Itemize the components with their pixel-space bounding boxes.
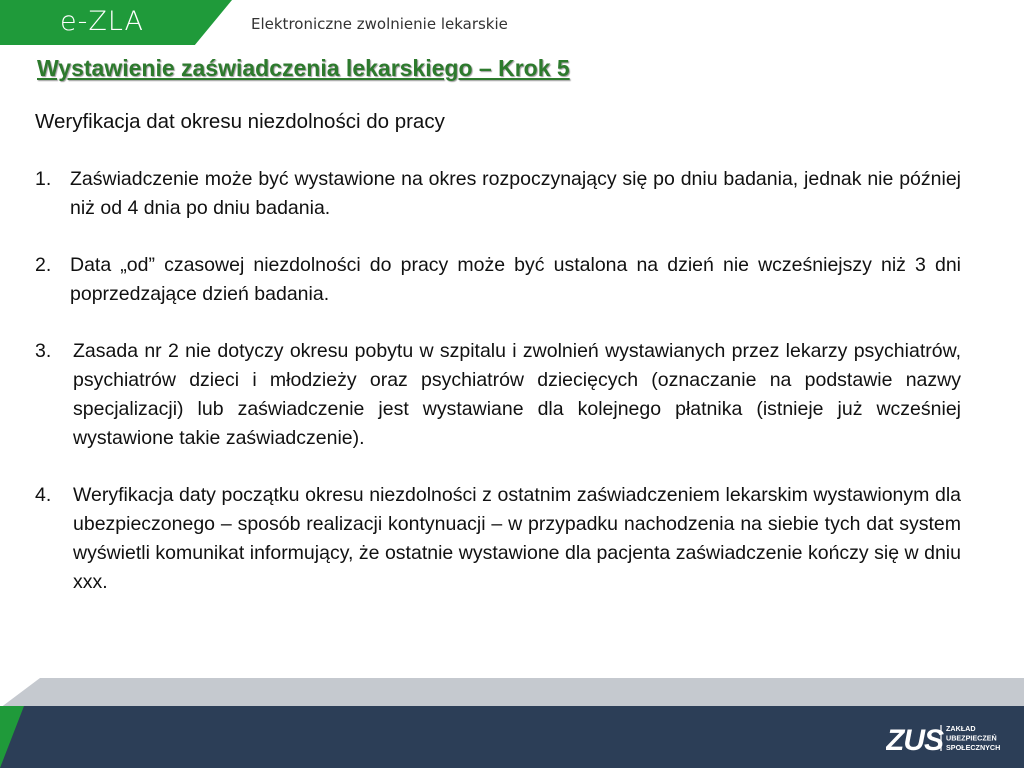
footer-navy-band (0, 706, 1024, 768)
list-item-number: 2. (35, 254, 52, 276)
zus-logo-mark: ZUS (886, 724, 943, 755)
header-subtitle: Elektroniczne zwolnienie lekarskie (251, 15, 508, 33)
list-item-number: 4. (35, 484, 52, 506)
list-item-text: Zaświadczenie może być wystawione na okres rozpoczynający się po dniu badania, jednak nie później niż od 4 dnia po dniu badania. (70, 168, 961, 219)
list-item-number: 3. (35, 340, 52, 362)
brand-name: e-ZLA (60, 6, 144, 37)
list-item-number: 1. (35, 168, 52, 190)
slide-title: Wystawienie zaświadczenia lekarskiego – Krok 5 (37, 55, 570, 81)
numbered-list (35, 165, 961, 625)
list-item (35, 165, 961, 223)
list-item (35, 251, 961, 309)
list-item-text: Zasada nr 2 nie dotyczy okresu pobytu w szpitalu i zwolnień wystawianych przez lekarzy psychiatrów, psychiatrów dzieci i młodzieży oraz psychiatrów dziecięcych (oznaczanie na podstawie nazwy specjalizacji) lub zaświadczenie jest wystawiane dla kolejnego płatnika (istnieje już wcześniej wystawione takie zaświadczenie). (73, 340, 961, 449)
footer-gray-band (0, 678, 1024, 708)
zus-logo (886, 721, 1006, 755)
list-item-text: Data „od” czasowej niezdolności do pracy może być ustalona na dzień nie wcześniejszy niż 3 dni poprzedzające dzień badania. (70, 254, 961, 305)
zus-logo-line: UBEZPIECZEŃ (946, 733, 997, 743)
list-item (35, 337, 961, 453)
zus-logo-line: SPOŁECZNYCH (946, 743, 1001, 752)
list-item (35, 481, 961, 597)
zus-logo-line: ZAKŁAD (946, 724, 976, 733)
section-heading: Weryfikacja dat okresu niezdolności do pracy (35, 110, 445, 133)
list-item-text: Weryfikacja daty początku okresu niezdolności z ostatnim zaświadczeniem lekarskim wystawionym dla ubezpieczonego – sposób realizacji kontynuacji – w przypadku nachodzenia na siebie tych dat system wyświetli komunikat informujący, że ostatnie wystawione dla pacjenta zaświadczenie kończy się w dniu xxx. (73, 484, 961, 593)
